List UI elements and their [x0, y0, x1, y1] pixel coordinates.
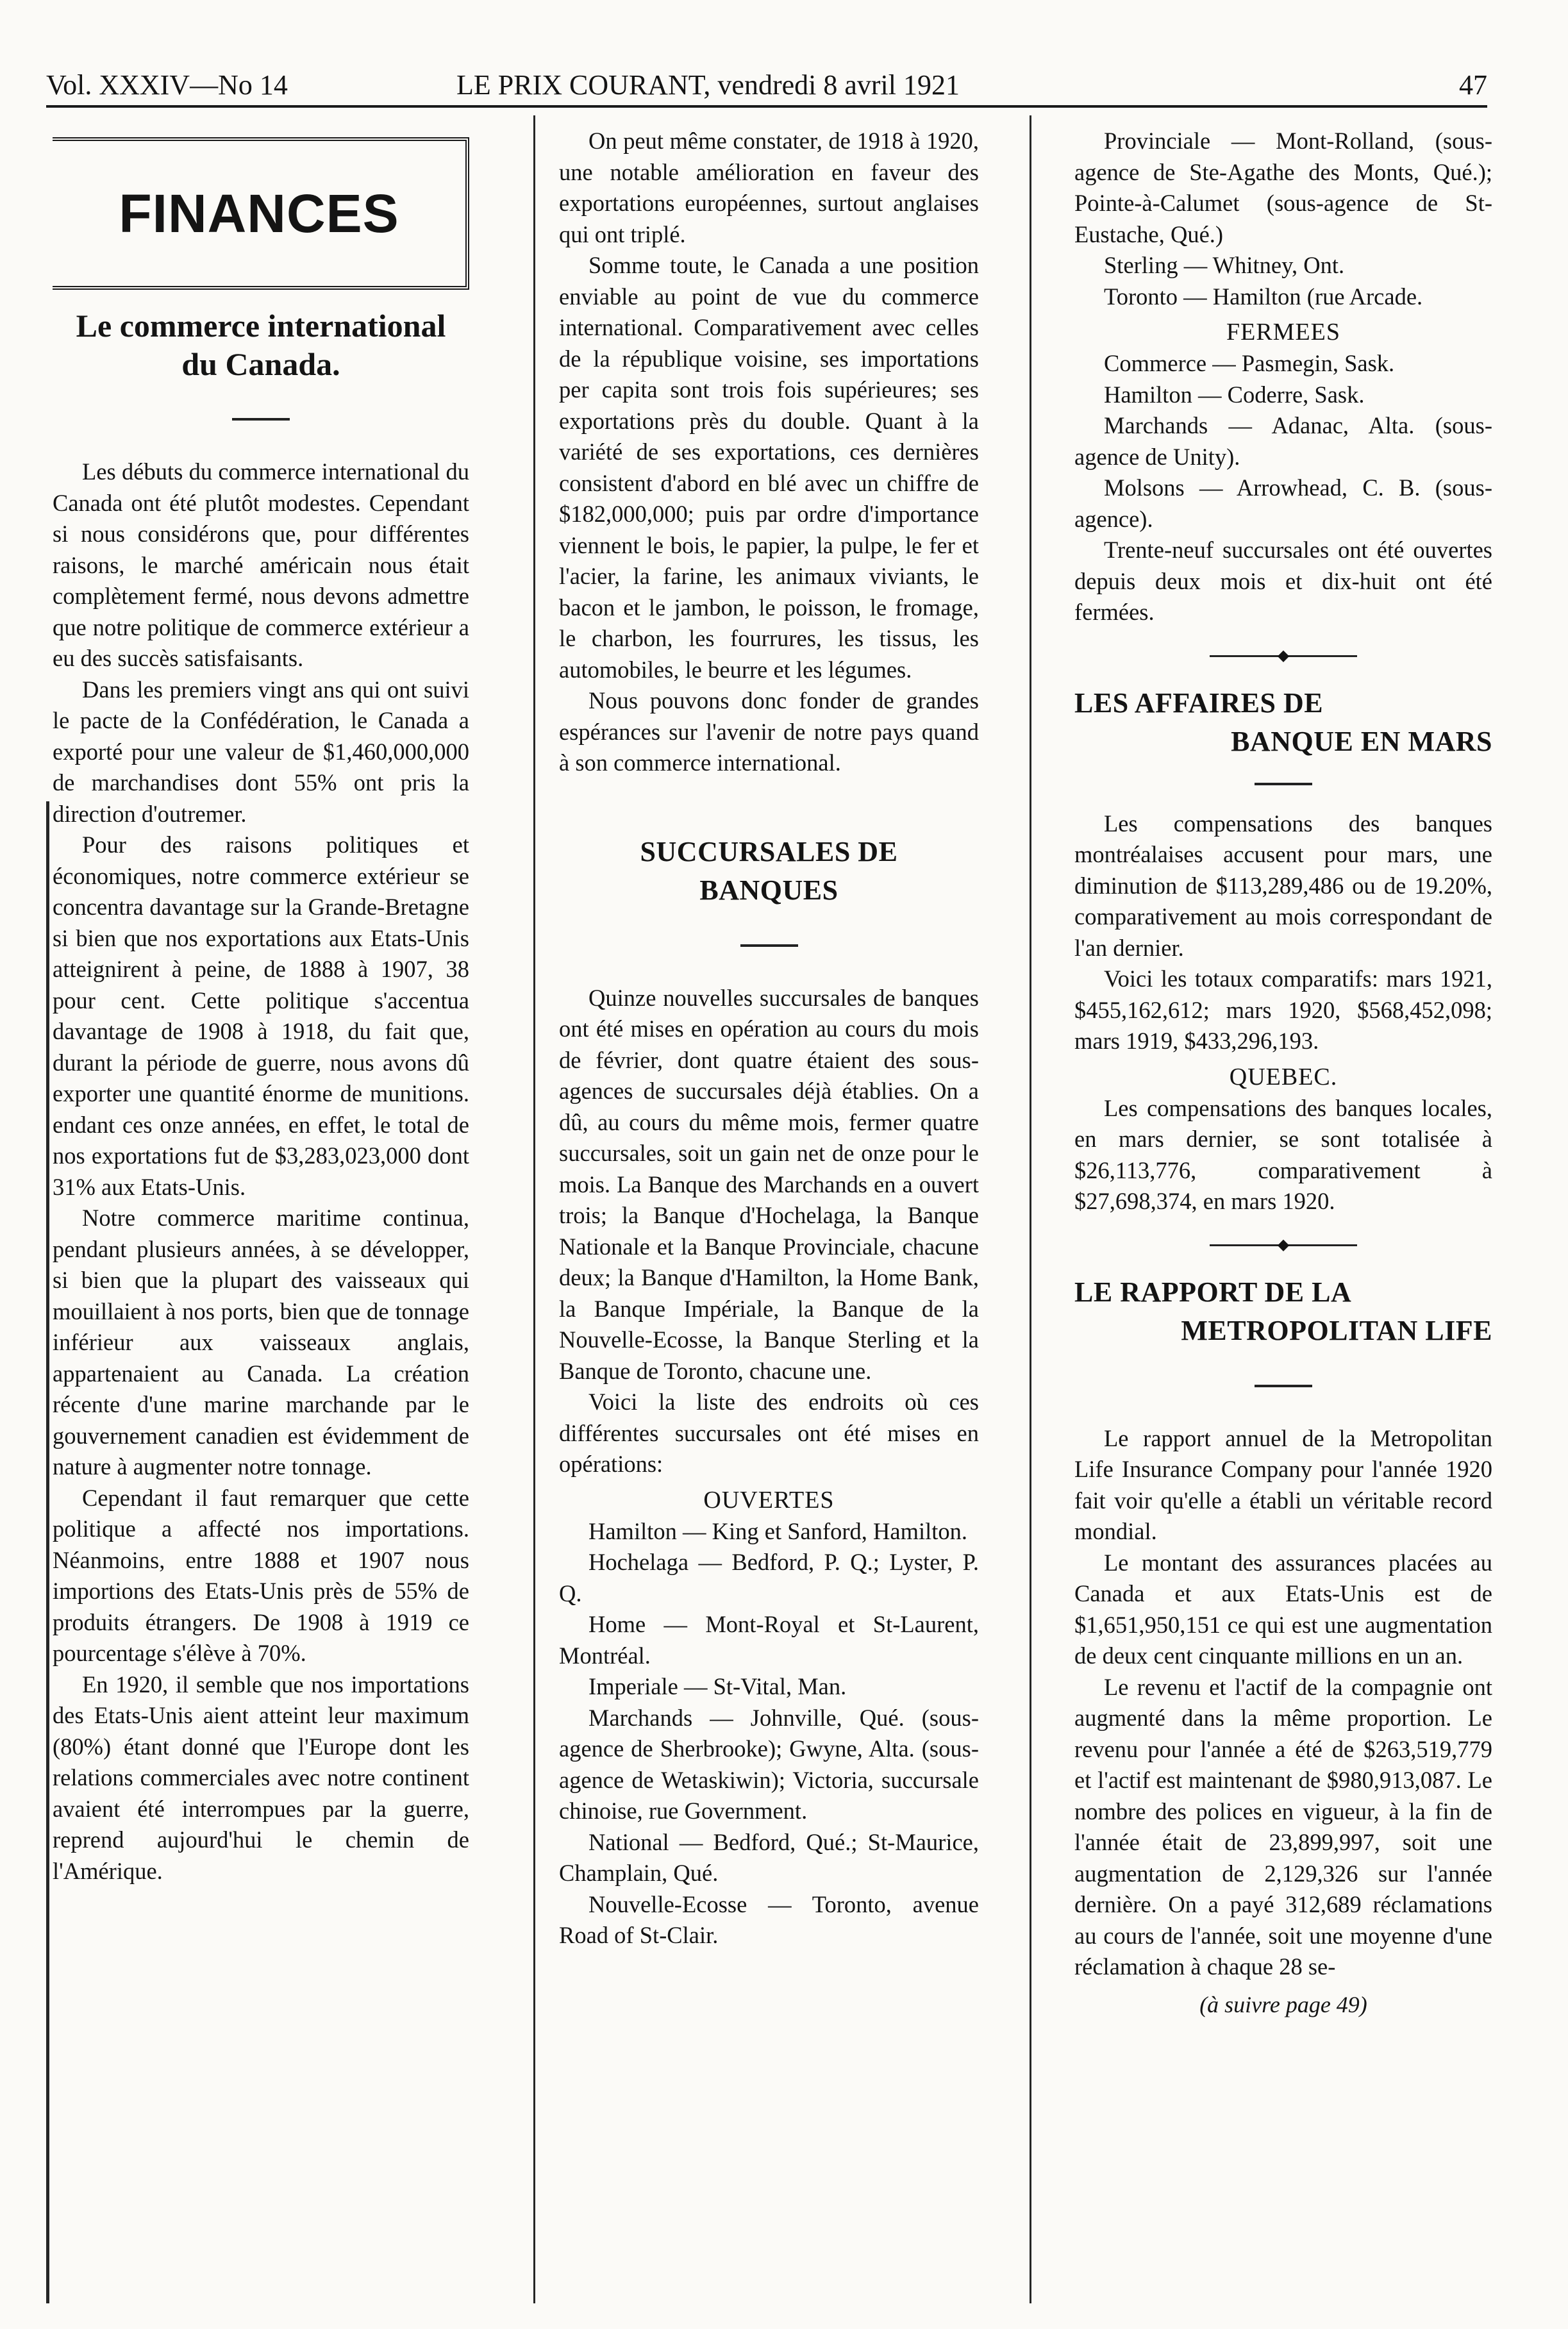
list-item: Hamilton — Coderre, Sask.	[1104, 381, 1365, 408]
paragraph: Le revenu et l'actif de la compagnie ont augmenté dans la même proportion. Le revenu pour l'année a été de $263,519,779 et l'actif est maintenant de $980,913,087. Le nombre des polices en vigueur, à la fin de l'année était de 23,899,997, soit une augmentation de 2,129,326 sur l'année dernière. On a payé 312,689 réclamations au cours de l'année, soit une moyenne d'une réclamation à chaque 28 se-	[1074, 1673, 1492, 1980]
header-rule	[46, 105, 1487, 108]
subheading-closed: FERMEES	[1226, 319, 1341, 346]
publication-line: LE PRIX COURANT, vendredi 8 avril 1921	[456, 69, 960, 101]
paragraph: Les compensations des banques montréalaises accusent pour mars, une diminution de $113,289,486 ou de 19.20%, comparativement au mois correspondant de l'an dernier.	[1074, 810, 1492, 961]
list-item: Hochelaga — Bedford, P. Q.; Lyster, P. Q.	[559, 1549, 979, 1607]
title-rule	[740, 944, 798, 947]
paragraph: Pour des raisons politiques et économiques, notre commerce extérieur se concentra davantage sur la Grande-Bretagne si bien que nos exportations aux Etats-Unis atteignirent à peine, de 1888 à 1907, 38 pour cent. Cette politique s'accentua davantage de 1908 à 1918, du fait que, durant la période de guerre, nous avons dû exporter une quantité énorme de munitions. endant ces onze années, en effet, le total de nos exportations fut de $3,283,023,000 dont 31% aux Etats-Unis.	[53, 831, 469, 1200]
title-line-1: LES AFFAIRES DE	[1074, 687, 1324, 719]
title-line-2: du Canada.	[181, 346, 340, 382]
paragraph: Notre commerce maritime continua, pendant plusieurs années, à se développer, si bien que la plupart des vaisseaux qui mouillaient à nos ports, bien que de tonnage inférieur aux vaisseaux anglais, appartenaient au Canada. La création récente d'une marine marchande par le gouvernement canadien est évidemment de nature à augmenter notre tonnage.	[53, 1205, 469, 1480]
opened-list	[559, 1516, 979, 1951]
title-line-2: BANQUES	[699, 874, 838, 906]
section-title: FINANCES	[119, 183, 399, 244]
list-item: Imperiale — St-Vital, Man.	[588, 1673, 847, 1699]
column-rule-2	[1030, 115, 1031, 2303]
paragraph: Dans les premiers vingt ans qui ont suivi le pacte de la Confédération, le Canada a exporté pour une valeur de $1,460,000,000 de marchandises dont 55% ont pris la direction d'outremer.	[53, 676, 469, 827]
paragraph: Nous pouvons donc fonder de grandes espérances sur l'avenir de notre pays quand à son commerce international.	[559, 687, 979, 776]
continued-note: (à suivre page 49)	[1199, 1991, 1367, 2017]
paragraph: Le rapport annuel de la Metropolitan Life Insurance Company pour l'année 1920 fait voir qu'elle a établi un véritable record mondial.	[1074, 1424, 1492, 1544]
subheading-opened: OUVERTES	[703, 1486, 835, 1514]
list-item: Hamilton — King et Sanford, Hamilton.	[588, 1517, 968, 1544]
title-line-1: Le commerce international	[76, 308, 446, 344]
list-item: Nouvelle-Ecosse — Toronto, avenue Road of St-Clair.	[559, 1891, 979, 1948]
title-line-2: BANQUE EN MARS	[1231, 725, 1492, 757]
page-header	[46, 67, 1487, 104]
list-item: National — Bedford, Qué.; St-Maurice, Champlain, Qué.	[559, 1828, 979, 1886]
list-item: Home — Mont-Royal et St-Laurent, Montréal.	[559, 1611, 979, 1669]
column-3	[1074, 126, 1492, 2020]
section-banner	[53, 137, 469, 290]
title-rule	[1255, 1385, 1312, 1387]
list-item: Commerce — Pasmegin, Sask.	[1104, 350, 1395, 376]
article-title-metropolitan	[1074, 1273, 1492, 1350]
ornament-rule	[1210, 647, 1357, 664]
title-line-1: SUCCURSALES DE	[640, 835, 898, 867]
article-title-commerce	[53, 306, 469, 383]
volume-number: Vol. XXXIV—No 14	[46, 69, 288, 101]
article-title-affaires	[1074, 684, 1492, 761]
paragraph: Voici les totaux comparatifs: mars 1921, $455,162,612; mars 1920, $568,452,098; mars 1919, $433,296,193.	[1074, 965, 1492, 1054]
ornament-diamond-icon: ◆	[1277, 1236, 1290, 1253]
paragraph: Trente-neuf succursales ont été ouvertes depuis deux mois et dix-huit ont été fermées.	[1074, 537, 1492, 625]
list-item: Provinciale — Mont-Rolland, (sous-agence de Ste-Agathe des Monts, Qué.); Pointe-à-Calumet (sous-agence de St-Eustache, Qué.)	[1074, 128, 1492, 247]
paragraph: En 1920, il semble que nos importations des Etats-Unis aient atteint leur maximum (80%) étant donné que l'Europe dont les relations commerciales avec notre continent avaient été interrompues par la guerre, reprend aujourd'hui le chemin de l'Amérique.	[53, 1671, 469, 1884]
paragraph: On peut même constater, de 1918 à 1920, une notable amélioration en faveur des exportations européennes, surtout anglaises qui ont triplé.	[559, 128, 979, 247]
article-title-succursales	[559, 833, 979, 910]
column-rule-1	[533, 115, 535, 2303]
opened-list-continued	[1074, 126, 1492, 312]
list-item: Marchands — Johnville, Qué. (sous-agence de Sherbrooke); Gwyne, Alta. (sous-agence de Wetaskiwin); Victoria, succursale chinoise, rue Government.	[559, 1704, 979, 1824]
left-margin-rule	[46, 801, 49, 2303]
column-2	[559, 126, 979, 1951]
title-rule	[1255, 783, 1312, 785]
ornament-diamond-icon: ◆	[1277, 647, 1290, 664]
title-line-1: LE RAPPORT DE LA	[1074, 1276, 1352, 1308]
list-item: Marchands — Adanac, Alta. (sous-agence de Unity).	[1074, 412, 1492, 470]
ornament-rule	[1210, 1236, 1357, 1253]
paragraph: Voici la liste des endroits où ces différentes succursales ont été mises en opérations:	[559, 1389, 979, 1477]
paragraph: Le montant des assurances placées au Canada et aux Etats-Unis est de $1,651,950,151 ce qui est une augmentation de deux cent cinquante millions en un an.	[1074, 1549, 1492, 1669]
paragraph: Quinze nouvelles succursales de banques ont été mises en opération au cours du mois de février, dont quatre étaient des sous-agences de succursales déjà établies. On a dû, au cours du même mois, fermer quatre succursales, soit un gain net de onze pour le mois. La Banque des Marchands en a ouvert trois; la Banque d'Hochelaga, la Banque Nationale et la Banque Provinciale, chacune deux; la Banque d'Hamilton, la Home Bank, la Banque Impériale, la Banque de la Nouvelle-Ecosse, la Banque Sterling et la Banque de Toronto, chacune une.	[559, 984, 979, 1384]
paragraph: Les compensations des banques locales, en mars dernier, se sont totalisée à $26,113,776, comparativement à $27,698,374, en mars 1920.	[1074, 1094, 1492, 1214]
title-line-2: METROPOLITAN LIFE	[1181, 1314, 1492, 1346]
closed-list	[1074, 348, 1492, 535]
paragraph: Cependant il faut remarquer que cette politique a affecté nos importations. Néanmoins, entre 1888 et 1907 nous importions des Etats-Unis près de 55% de produits étrangers. De 1908 à 1919 ce pourcentage s'élève à 70%.	[53, 1484, 469, 1666]
page-number: 47	[1459, 69, 1487, 101]
list-item: Molsons — Arrowhead, C. B. (sous-agence).	[1074, 474, 1492, 532]
subheading-quebec: QUEBEC.	[1229, 1063, 1338, 1090]
list-item: Toronto — Hamilton (rue Arcade.	[1104, 283, 1423, 310]
title-rule	[232, 418, 290, 421]
list-item: Sterling — Whitney, Ont.	[1104, 252, 1345, 278]
column-1	[53, 126, 469, 1887]
paragraph: Somme toute, le Canada a une position enviable au point de vue du commerce international. Comparativement avec celles de la république voisine, ses importations per capita sont trois fois supérieures; ses exportations près du double. Quant à la variété de ses exportations, ces dernières consistent d'abord en blé avec un chiffre de $182,000,000; puis par ordre d'importance viennent le bois, le papier, la pulpe, le fer et l'acier, la farine, les animaux viviants, le bacon et le jambon, le poisson, le fromage, le charbon, les fourrures, les tissus, les automobiles, le beurre et les légumes.	[559, 252, 979, 683]
paragraph: Les débuts du commerce international du Canada ont été plutôt modestes. Cependant si nous considérons que, pour différentes raisons, le marché américain nous était complètement fermé, nous devons admettre que notre politique de commerce extérieur a eu des succès satisfaisants.	[53, 458, 469, 671]
